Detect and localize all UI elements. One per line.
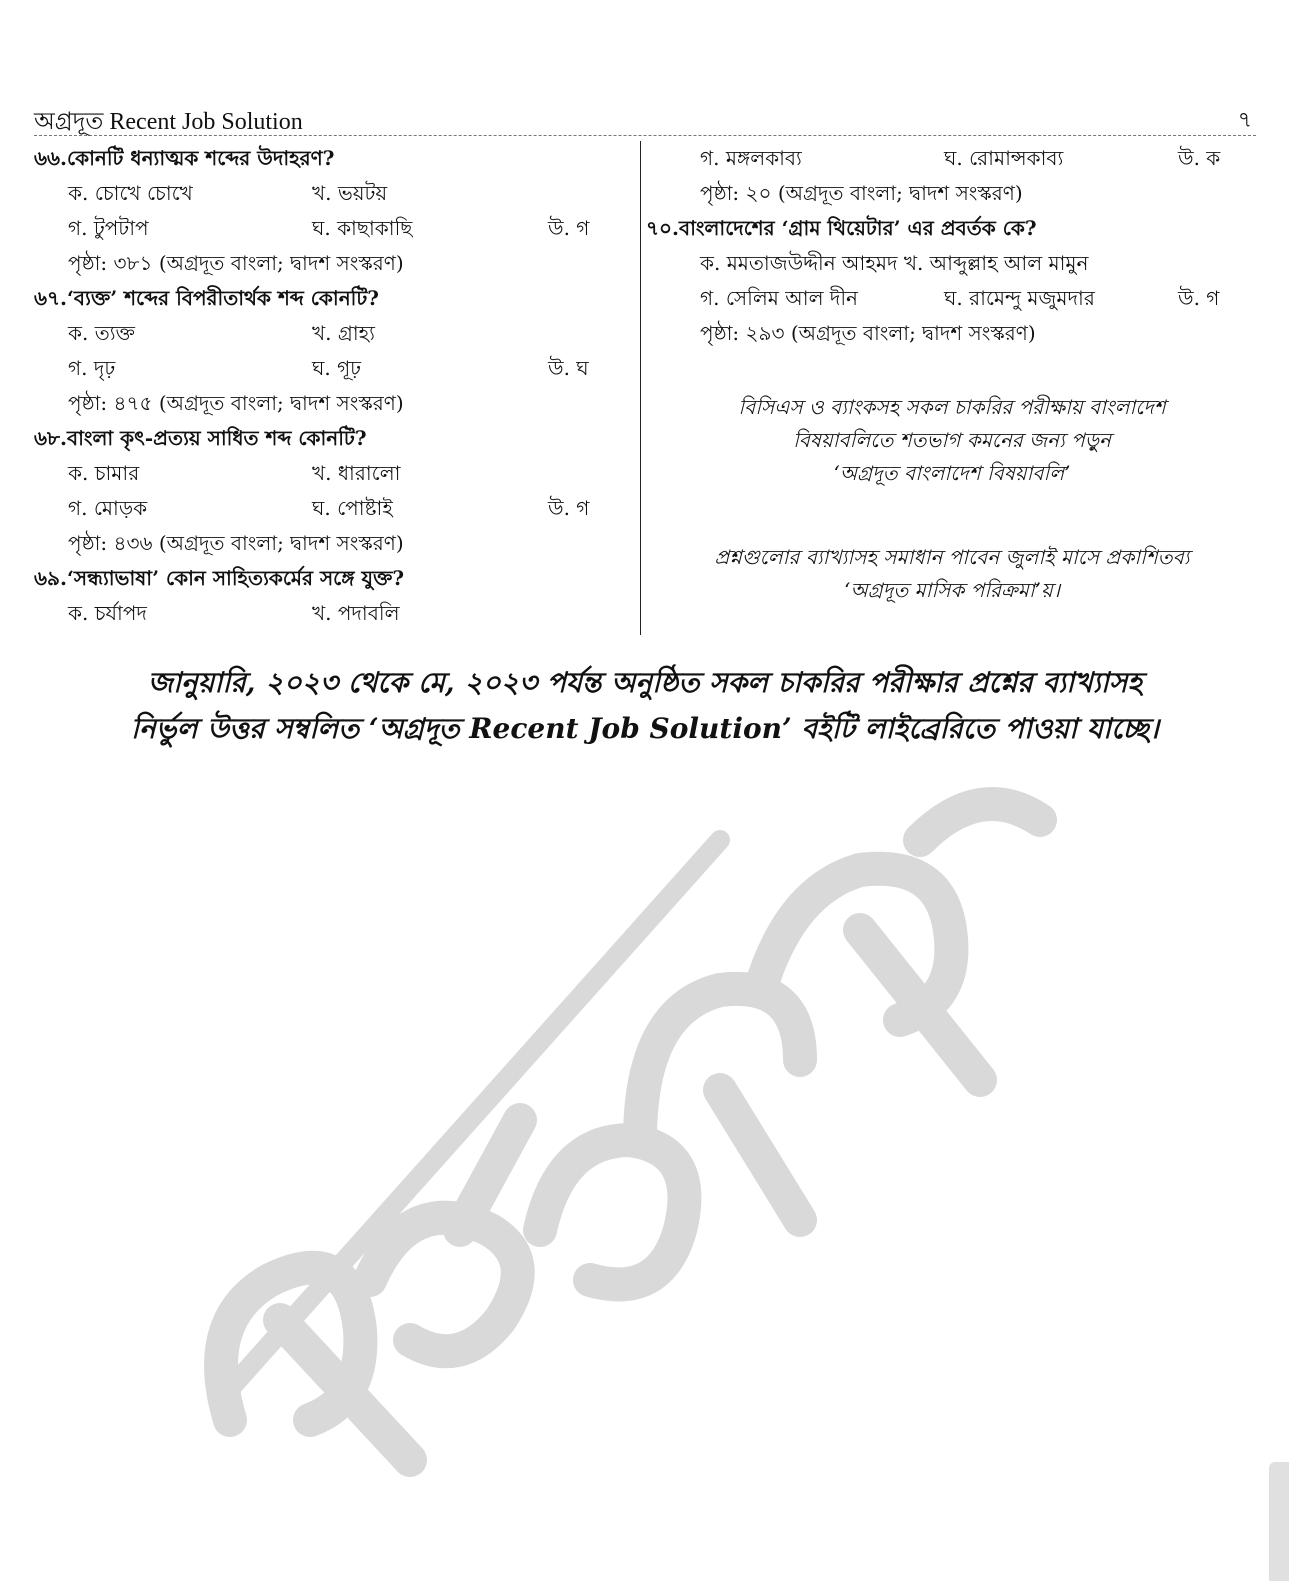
page-number: ৭ [1237, 107, 1252, 132]
answer: উ. ঘ [548, 356, 589, 380]
left-column [34, 141, 634, 631]
question-66: ৬৬.কোনটি ধন্যাত্মক শব্দের উদাহরণ? [34, 146, 335, 170]
option-kha: খ. গ্রাহ্য [312, 321, 375, 345]
answer: উ. গ [548, 216, 590, 240]
page-reference: পৃষ্ঠা: ৪৩৬ (অগ্রদূত বাংলা; দ্বাদশ সংস্করণ) [68, 531, 404, 555]
answer: উ. গ [548, 496, 590, 520]
option-ka: ক. চর্যাপদ [68, 601, 147, 625]
option-gha: ঘ. রামেন্দু মজুমদার [944, 286, 1095, 310]
promo-line: বিষয়াবলিতে শতভাগ কমনের জন্য পড়ুন [793, 428, 1111, 452]
right-column [646, 141, 1256, 351]
question-68: ৬৮.বাংলা কৃৎ-প্রত্যয় সাধিত শব্দ কোনটি? [34, 426, 367, 450]
answer: উ. ক [1178, 146, 1221, 170]
question-67: ৬৭.‘ব্যক্ত’ শব্দের বিপরীতার্থক শব্দ কোনটি? [34, 286, 379, 310]
question-70: ৭০.বাংলাদেশের ‘গ্রাম থিয়েটার’ এর প্রবর্তক কে? [646, 216, 1037, 240]
options-row [646, 141, 1256, 176]
header-title: অগ্রদূত Recent Job Solution [34, 109, 303, 135]
option-gha: ঘ. পোষ্টাই [312, 496, 393, 520]
option-ka: ক. ত্যক্ত [68, 321, 135, 345]
option-ga: গ. মোড়ক [68, 496, 148, 520]
promo-bangladesh-subjects [652, 391, 1252, 490]
page-header [34, 103, 1256, 136]
banner-line: জানুয়ারি, ২০২৩ থেকে মে, ২০২৩ পর্যন্ত অনুষ্ঠিত সকল চাকরির পরীক্ষার প্রশ্নের ব্যাখ্যাসহ [147, 666, 1143, 699]
option-ga: গ. দৃঢ় [68, 356, 116, 380]
promo-monthly-magazine [652, 541, 1252, 607]
options-row [34, 211, 634, 246]
promo-line: ‘অগ্রদূত বাংলাদেশ বিষয়াবলি’ [833, 461, 1071, 485]
banner-line: নির্ভুল উত্তর সম্বলিত ‘অগ্রদূত Recent Job Solution’ বইটি লাইব্রেরিতে পাওয়া যাচ্ছে। [131, 712, 1159, 745]
page-reference: পৃষ্ঠা: ৪৭৫ (অগ্রদূত বাংলা; দ্বাদশ সংস্করণ) [68, 391, 404, 415]
page-reference: পৃষ্ঠা: ২৯৩ (অগ্রদূত বাংলা; দ্বাদশ সংস্করণ) [700, 321, 1036, 345]
promo-line: বিসিএস ও ব্যাংকসহ সকল চাকরির পরীক্ষায় বাংলাদেশ [738, 395, 1166, 419]
option-ka: ক. চোখে চোখে [68, 181, 193, 205]
options-row [34, 491, 634, 526]
page-reference: পৃষ্ঠা: ৩৮১ (অগ্রদূত বাংলা; দ্বাদশ সংস্করণ) [68, 251, 404, 275]
option-kha: খ. ধারালো [312, 461, 401, 485]
question-69: ৬৯.‘সন্ধ্যাভাষা’ কোন সাহিত্যকর্মের সঙ্গে যুক্ত? [34, 566, 405, 590]
options-row [646, 281, 1256, 316]
option-ka: ক. চামার [68, 461, 140, 485]
option-gha: ঘ. রোমান্সকাব্য [944, 146, 1064, 170]
options-row [34, 316, 634, 351]
book-banner [40, 660, 1250, 752]
options-row-full: ক. মমতাজউদ্দীন আহমদ খ. আব্দুল্লাহ আল মামুন [700, 251, 1089, 275]
options-row [34, 596, 634, 631]
option-ga: গ. সেলিম আল দীন [700, 286, 858, 310]
promo-line: ‘অগ্রদূত মাসিক পরিক্রমা’য়। [844, 578, 1060, 602]
answer: উ. গ [1178, 286, 1220, 310]
options-row [34, 456, 634, 491]
column-divider [640, 141, 641, 635]
option-gha: ঘ. কাছাকাছি [312, 216, 413, 240]
option-kha: খ. পদাবলি [312, 601, 400, 625]
option-kha: খ. ভয়টয় [312, 181, 388, 205]
option-ga: গ. মঙ্গলকাব্য [700, 146, 802, 170]
options-row [34, 351, 634, 386]
page-reference: পৃষ্ঠা: ২০ (অগ্রদূত বাংলা; দ্বাদশ সংস্করণ) [700, 181, 1023, 205]
scroll-tab [1269, 1462, 1289, 1581]
option-ga: গ. টুপটাপ [68, 216, 149, 240]
promo-line: প্রশ্নগুলোর ব্যাখ্যাসহ সমাধান পাবেন জুলাই মাসে প্রকাশিতব্য [714, 545, 1190, 569]
option-gha: ঘ. গূঢ় [312, 356, 362, 380]
options-row [34, 176, 634, 211]
watermark-logo [160, 760, 1060, 1480]
